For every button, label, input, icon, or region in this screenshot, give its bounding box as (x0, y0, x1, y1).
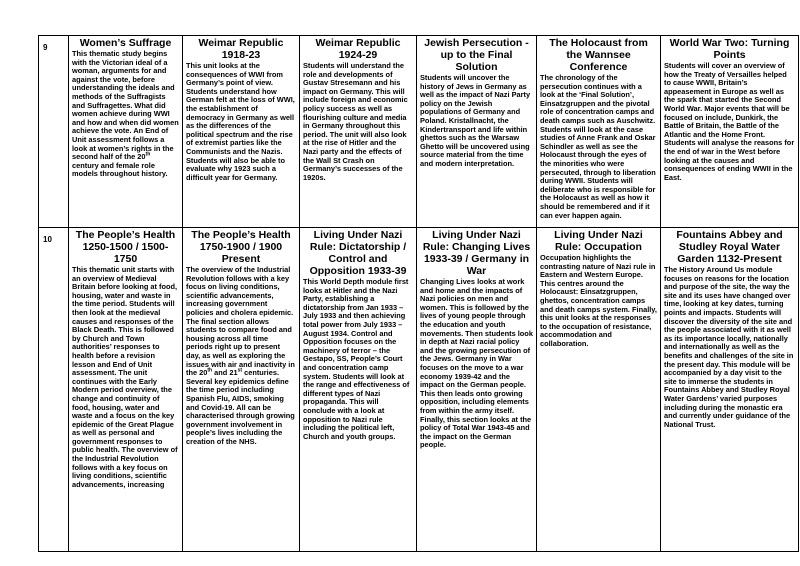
unit-title: Living Under Nazi Rule: Changing Lives 1933-39 / Germany in War (422, 229, 531, 277)
row-number-cell (39, 228, 69, 552)
unit-cell-peoples-health-1750-present (183, 228, 300, 552)
unit-title: Living Under Nazi Rule: Dictatorship / Control and Opposition 1933-39 (309, 229, 407, 277)
unit-title: Jewish Persecution - up to the Final Solution (424, 37, 529, 73)
unit-title: Living Under Nazi Rule: Occupation (554, 229, 643, 253)
unit-description: Students will cover an overview of how the Treaty of Versailles helped to cause WWII, Britain’s appeasement in Europe as well as the spark that started the Second World War. Major events that will be focused on include, Dunkirk, the Battle of Britain, the Battle of the Atlantic and the Home Front. Students will analyse the reasons for the end of war in the West before looking at the causes and consequences of ending WWII in the East. (664, 61, 795, 182)
unit-title: Women’s Suffrage (79, 37, 172, 49)
unit-cell-ww2-turning-points (661, 36, 799, 228)
unit-cell-holocaust (537, 36, 661, 228)
unit-title: Weimar Republic 1918-23 (198, 37, 284, 61)
unit-cell-weimar-1918-23 (183, 36, 300, 228)
curriculum-table (38, 35, 799, 552)
unit-title: The People’s Health 1750-1900 / 1900 Present (191, 229, 291, 265)
unit-cell-fountains-abbey (661, 228, 799, 552)
unit-description: This unit looks at the consequences of WWI from Germany’s point of view. Students understand how German felt at the loss of WWI, the establishment of democracy in Germany as well as the differences of the political spectrum and the rise of extremist parties like the Communists and the Nazis. Students will also be able to evaluate why 1923 such a difficult year for Germany. (186, 61, 295, 182)
unit-cell-womens-suffrage (69, 36, 183, 228)
unit-description: The History Around Us module focuses on reasons for the location and purpose of the site, the way the site and its uses have changed over time, looking at key dates, turning points and impacts. Students will discover the diversity of the site and the people associated with it as well as its importance locally, nationally and internationally as well as the benefits and challenges of the site in the present day. This module will be accompanied by a day visit to the site to immerse the students in Fountains Abbey and Studley Royal Water Gardens’ varied purposes including during the monastic era and currently under guidance of the National Trust. (664, 265, 794, 429)
row-number: 9 (43, 43, 48, 52)
unit-title: World War Two: Turning Points (669, 37, 790, 61)
unit-description: Students will understand the role and developments of Gustav Stresemann and his impact on Germany. This will include foreign and economic policy success as well as flourishing culture and media in Germany throughout this period. The unit will also look at the rise of Hitler and the Nazi party and the effects of the Wall St Crash on Germany’s successes of the 1920s. (303, 61, 408, 182)
unit-cell-nazi-occupation (537, 228, 661, 552)
unit-cell-nazi-dictatorship (300, 228, 417, 552)
unit-cell-weimar-1924-29 (300, 36, 417, 228)
unit-description: This thematic unit starts with an overview of Medieval Britain before looking at food, housing, water and waste in the time period. Students will then look at the medieval causes and responses of the Black Death. This is followed by Church and Town authorities’ responses to health before a revision lesson and End of Unit assessment. The unit continues with the Early Modern period overview, the change and continuity of food, housing, water and waste and a focus on the key epidemic of the Great Plague as well as personal and government responses to public health. The overview of the Industrial Revolution follows with a key focus on living conditions, scientific advancements, increasing (72, 265, 178, 489)
unit-title: Fountains Abbey and Studley Royal Water Garden 1132-Present (676, 229, 783, 265)
unit-cell-jewish-persecution (417, 36, 537, 228)
unit-description: Students will uncover the history of Jews in Germany as well as the impact of Nazi Party policy on the Jewish populations of Germany and Poland. Kristallnacht, the Kindertransport and life within ghettos such as the Warsaw Ghetto will be uncovered using source material from the time and modern interpretation. (420, 73, 531, 168)
unit-description: The overview of the Industrial Revolution follows with a key focus on living conditions, scientific advancements, increasing government policies and cholera epidemic. The final section allows students to compare food and housing across all time periods right up to present day, as well as exploring the issues with air and inactivity in the 20th and 21st centuries. Several key epidemics define the time period including Spanish Flu, AIDS, smoking and Covid-19. All can be characterised through growing government involvement in people’s lives including the creation of the NHS. (186, 265, 295, 446)
unit-title: Weimar Republic 1924-29 (315, 37, 401, 61)
unit-description: Changing Lives looks at work and home and the impacts of Nazi policies on men and women. This is followed by the lives of young people through the education and youth movements. Then students look in depth at Nazi racial policy and the growing persecution of the Jews. Germany in War focuses on the move to a war economy 1939-42 and the impact on the German people. This then leads onto growing opposition, including elements from within the army itself. Finally, this section looks at the policy of Total War 1943-45 and the impact on the German people. (420, 277, 533, 450)
unit-description: This thematic study begins with the Victorian ideal of a woman, arguments for and against the vote, before understanding the ideals and methods of the Suffragists and Suffragettes. What did women achieve during WWI and how and when did women achieve the vote. An End of Unit assessment follows a look at women’s rights in the second half of the 20th century and female role models throughout history. (72, 49, 179, 179)
unit-title: The People’s Health 1250-1500 / 1500-1750 (75, 229, 176, 265)
unit-description: The chronology of the persecution continues with a look at the ‘Final Solution’, Einsatzgruppen and the pivotal role of concentration camps and death camps such as Auschwitz. Students will look at the case studies of Anne Frank and Oskar Schindler as well as see the Holocaust through the eyes of the minorities who were persecuted, through to liberation during WWII. Students will deliberate who is responsible for the Holocaust as well as how it should be remembered and if it can ever happen again. (540, 73, 656, 220)
unit-cell-nazi-changing-lives (417, 228, 537, 552)
table-row-9 (39, 36, 799, 228)
row-number: 10 (43, 235, 52, 244)
row-number-cell (39, 36, 69, 228)
unit-description: This World Depth module first looks at Hitler and the Nazi Party, establishing a dictatorship from Jan 1933 – July 1933 and then achieving total power from July 1933 – August 1934. Control and Opposition focuses on the machinery of terror – the Gestapo, SS, People’s Court and concentration camp system. Students will look at the range and effectiveness of different types of Nazi propaganda. This will conclude with a look at opposition to Nazi rule including the political left, Church and youth groups. (303, 277, 410, 441)
unit-title: The Holocaust from the Wannsee Conference (549, 37, 648, 73)
unit-description: Occupation highlights the contrasting nature of Nazi rule in Eastern and Western Europe. This centres around the Holocaust: Einsatzgruppen, ghettos, concentration camps and death camps system. Finally, this unit looks at the responses to the occupation of resistance, accommodation and collaboration. (540, 253, 657, 348)
table-row-10 (39, 228, 799, 552)
unit-cell-peoples-health-1250-1750 (69, 228, 183, 552)
